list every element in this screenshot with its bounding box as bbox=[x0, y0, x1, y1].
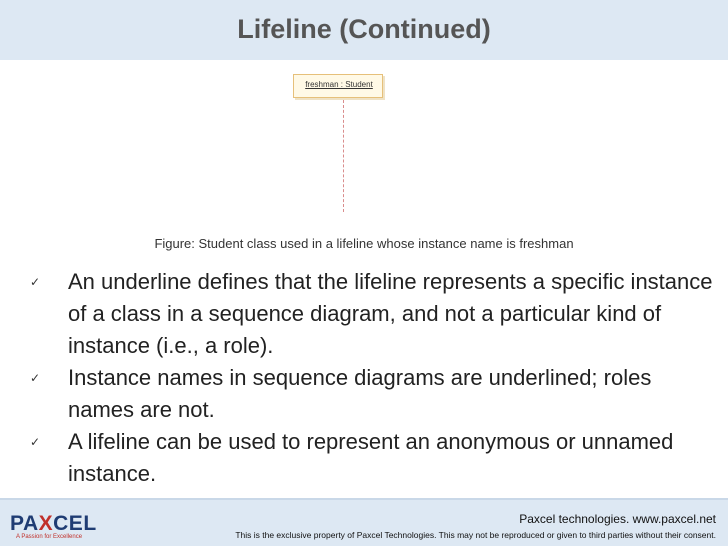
bullet-list bbox=[30, 266, 720, 490]
figure-caption: Figure: Student class used in a lifeline whose instance name is freshman bbox=[154, 236, 574, 251]
lifeline-head-box bbox=[293, 74, 383, 98]
bullet-text: Instance names in sequence diagrams are underlined; roles names are not. bbox=[68, 365, 652, 422]
lifeline-diagram bbox=[293, 74, 393, 214]
bullet-text: A lifeline can be used to represent an anonymous or unnamed instance. bbox=[68, 429, 674, 486]
lifeline-dashed-line bbox=[343, 100, 344, 212]
bullet-item bbox=[30, 362, 720, 426]
bullet-item bbox=[30, 426, 720, 490]
logo-tagline: A Passion for Excellence bbox=[16, 534, 83, 540]
company-website: Paxcel technologies. www.paxcel.net bbox=[519, 512, 716, 526]
slide-title: Lifeline (Continued) bbox=[237, 14, 491, 44]
checkmark-icon: ✓ bbox=[30, 275, 41, 289]
checkmark-icon: ✓ bbox=[30, 435, 41, 449]
paxcel-logo bbox=[10, 512, 97, 540]
bullet-item bbox=[30, 266, 720, 362]
lifeline-label: freshman : Student bbox=[305, 80, 373, 89]
checkmark-icon: ✓ bbox=[30, 371, 41, 385]
copyright-disclaimer: This is the exclusive property of Paxcel Technologies. This may not be reproduced or given to third parties without their consent. bbox=[235, 530, 716, 540]
bullet-text: An underline defines that the lifeline represents a specific instance of a class in a sequence diagram, and not a particular kind of instance (i.e., a role). bbox=[68, 269, 713, 358]
logo-wordmark: PAXCEL bbox=[10, 512, 97, 535]
